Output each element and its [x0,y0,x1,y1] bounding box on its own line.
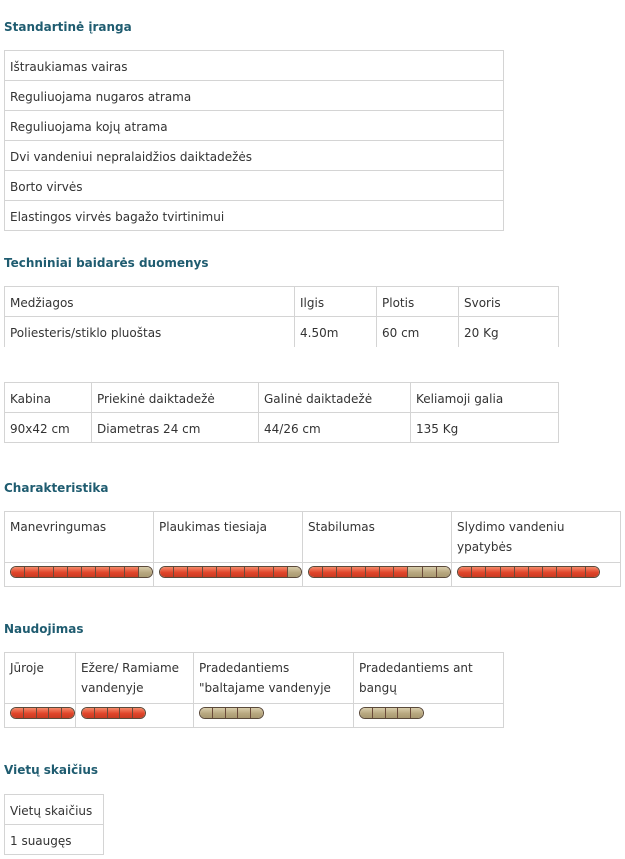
seats-heading: Vietų skaičius [4,763,99,777]
rating-bar [457,566,600,578]
rating-segment [11,708,24,718]
table-row [5,563,621,587]
tech-value-capacity: 135 Kg [411,413,559,443]
rating-segment [408,567,422,577]
rating-segment [337,567,351,577]
tech-header-length: Ilgis [295,287,377,317]
standard-heading: Standartinė įranga [4,20,132,34]
usage-label: Ežere/ Ramiame vandenyje [76,653,194,704]
rating-segment [437,567,450,577]
tech-value-front-hatch: Diametras 24 cm [92,413,259,443]
rating-segment [323,567,337,577]
rating-segment [54,567,68,577]
rating-segment [380,567,394,577]
rating-segment [39,567,53,577]
rating-segment [245,567,259,577]
rating-segment [515,567,529,577]
rating-bar [308,566,451,578]
rating-segment [352,567,366,577]
table-row [5,141,504,171]
rating-segment [217,567,231,577]
table-row [5,825,104,855]
rating-segment [37,708,50,718]
table-row [5,413,559,443]
rating-segment [572,567,586,577]
rating-segment [251,708,263,718]
standard-item: Borto virvės [5,171,504,201]
rating-segment [82,708,95,718]
characteristics-table [4,511,621,587]
rating-bar [81,707,146,719]
seats-value: 1 suaugęs [5,825,104,855]
table-row [5,81,504,111]
rating-segment [529,567,543,577]
rating-segment [24,708,37,718]
rating-segment [49,708,62,718]
tech-header-weight: Svoris [459,287,559,317]
rating-segment [110,567,124,577]
rating-segment [501,567,515,577]
rating-segment [226,708,239,718]
seats-header: Vietų skaičius [5,795,104,825]
characteristic-label: Manevringumas [5,512,154,563]
rating-segment [133,708,145,718]
rating-segment [458,567,472,577]
characteristic-label: Stabilumas [303,512,452,563]
rating-segment [423,567,437,577]
rating-segment [95,708,108,718]
rating-segment [200,708,213,718]
rating-segment [586,567,599,577]
standard-item: Elastingos virvės bagažo tvirtinimui [5,201,504,231]
rating-segment [188,567,202,577]
usage-table [4,652,504,728]
rating-segment [62,708,74,718]
rating-segment [543,567,557,577]
standard-item: Ištraukiamas vairas [5,51,504,81]
table-row [5,201,504,231]
standard-equipment-table [4,50,504,231]
rating-segment [174,567,188,577]
rating-segment [486,567,500,577]
characteristic-label: Plaukimas tiesiaja [154,512,303,563]
rating-segment [125,567,139,577]
usage-label: Pradedantiems ant bangų [354,653,504,704]
standard-item: Reguliuojama kojų atrama [5,111,504,141]
tech-header-front-hatch: Priekinė daiktadežė [92,383,259,413]
table-row [5,795,104,825]
characteristics-heading: Charakteristika [4,481,109,495]
rating-segment [386,708,399,718]
seats-table [4,794,104,855]
table-row [5,111,504,141]
rating-segment [472,567,486,577]
table-row [5,704,504,728]
rating-segment [231,567,245,577]
tech-value-rear-hatch: 44/26 cm [259,413,411,443]
rating-segment [398,708,411,718]
rating-segment [139,567,152,577]
table-row [5,317,559,347]
tech-header-width: Plotis [377,287,459,317]
rating-bar [10,566,153,578]
rating-segment [373,708,386,718]
rating-segment [82,567,96,577]
rating-segment [309,567,323,577]
rating-segment [25,567,39,577]
tech-value-weight: 20 Kg [459,317,559,347]
tech-table-2 [4,382,559,443]
rating-segment [11,567,25,577]
tech-header-cockpit: Kabina [5,383,92,413]
usage-heading: Naudojimas [4,622,84,636]
rating-segment [394,567,408,577]
rating-bar [199,707,264,719]
rating-segment [238,708,251,718]
rating-bar [10,707,75,719]
rating-segment [213,708,226,718]
rating-segment [68,567,82,577]
rating-bar [159,566,302,578]
rating-segment [160,567,174,577]
table-row [5,287,559,317]
usage-label: Pradedantiems "baltajame vandenyje [194,653,354,704]
rating-segment [274,567,288,577]
standard-item: Reguliuojama nugaros atrama [5,81,504,111]
tech-table-1 [4,286,559,347]
tech-header-materials: Medžiagos [5,287,295,317]
rating-segment [259,567,273,577]
usage-label: Jūroje [5,653,76,704]
rating-bar [359,707,424,719]
rating-segment [557,567,571,577]
rating-segment [120,708,133,718]
tech-value-width: 60 cm [377,317,459,347]
tech-value-length: 4.50m [295,317,377,347]
rating-segment [288,567,301,577]
rating-segment [360,708,373,718]
rating-segment [108,708,121,718]
tech-value-cockpit: 90x42 cm [5,413,92,443]
characteristic-label: Slydimo vandeniu ypatybės [452,512,621,563]
rating-segment [366,567,380,577]
standard-item: Dvi vandeniui nepralaidžios daiktadežės [5,141,504,171]
table-row [5,51,504,81]
tech-header-rear-hatch: Galinė daiktadežė [259,383,411,413]
table-row [5,653,504,704]
table-row [5,383,559,413]
tech-value-materials: Poliesteris/stiklo pluoštas [5,317,295,347]
rating-segment [203,567,217,577]
table-row [5,171,504,201]
tech-heading: Techniniai baidarės duomenys [4,256,209,270]
tech-header-capacity: Keliamoji galia [411,383,559,413]
rating-segment [411,708,423,718]
table-row [5,512,621,563]
rating-segment [96,567,110,577]
